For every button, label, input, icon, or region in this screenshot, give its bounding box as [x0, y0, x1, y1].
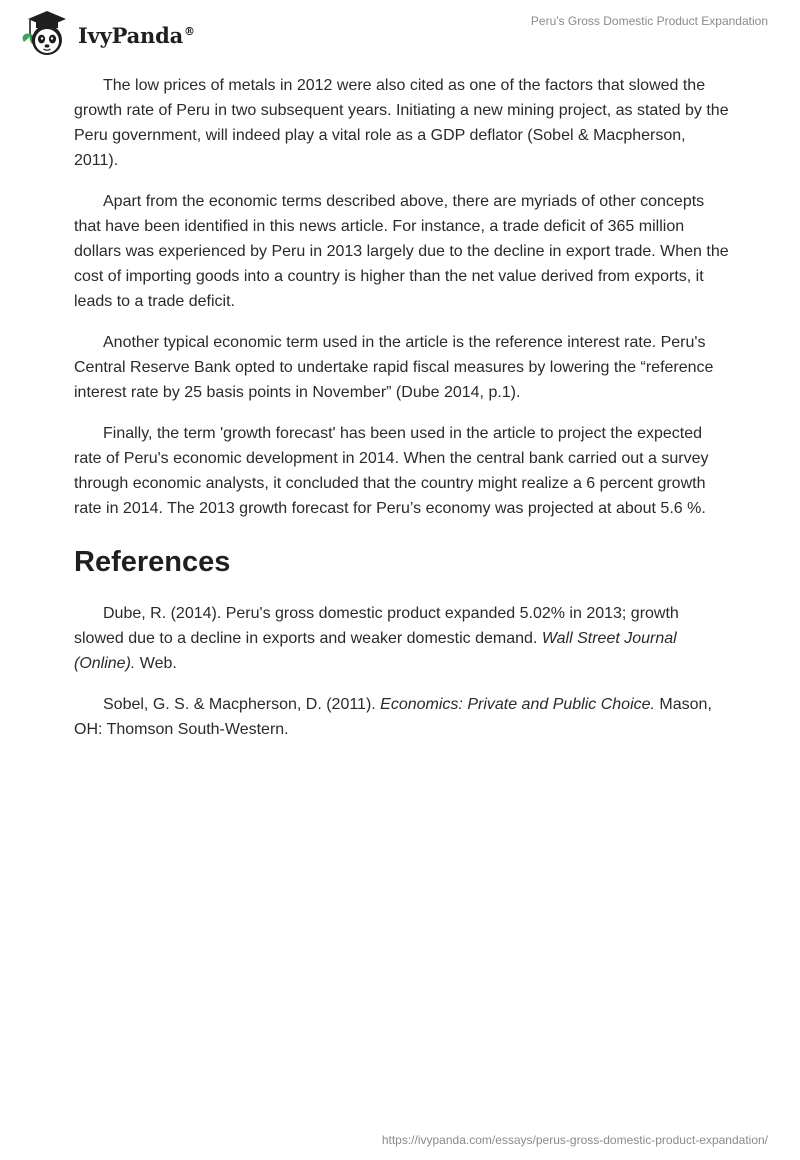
reference-source-title: Economics: Private and Public Choice. [380, 696, 655, 713]
reference-source-title: Wall Street Journal (Online). [74, 630, 677, 672]
reference-entry: Sobel, G. S. & Macpherson, D. (2011). Economics: Private and Public Choice. Mason, OH: Thomson South-Western. [74, 696, 712, 738]
body-paragraph: Apart from the economic terms described above, there are myriads of other concepts that have been identified in this news article. For instance, a trade deficit of 365 million dollars was experienced by Peru in 2013 largely due to the decline in export trade. When the cost of importing goods into a country is higher than the net value derived from exports, it leads to a trade deficit. [74, 193, 729, 310]
article-body [74, 73, 730, 758]
source-url[interactable]: https://ivypanda.com/essays/perus-gross-domestic-product-expandation/ [381, 1133, 768, 1147]
brand-name: IvyPanda® [78, 22, 195, 48]
reference-entry: Dube, R. (2014). Peru's gross domestic product expanded 5.02% in 2013; growth slowed due to a decline in exports and weaker domestic demand. Wall Street Journal (Online). Web. [74, 605, 679, 672]
document-title: Peru's Gross Domestic Product Expandation [530, 14, 768, 28]
ivypanda-logo[interactable] [14, 8, 195, 58]
references-heading: References [74, 546, 231, 578]
body-paragraph: Finally, the term 'growth forecast' has been used in the article to project the expected rate of Peru's economic development in 2014. When the central bank carried out a survey through economic analysts, it concluded that the country might realize a 6 percent growth rate in 2014. The 2013 growth forecast for Peru’s economy was projected at about 5.6 %. [74, 425, 709, 517]
panda-graduate-icon [14, 8, 74, 58]
page-header [0, 0, 800, 64]
body-paragraph: Another typical economic term used in the article is the reference interest rate. Peru's Central Reserve Bank opted to undertake rapid fiscal measures by lowering the “reference interest rate by 25 basis points in November” (Dube 2014, p.1). [74, 334, 714, 401]
body-paragraph: The low prices of metals in 2012 were also cited as one of the factors that slowed the growth rate of Peru in two subsequent years. Initiating a new mining project, as stated by the Peru government, will indeed play a vital role as a GDP deflator (Sobel & Macpherson, 2011). [74, 77, 729, 169]
